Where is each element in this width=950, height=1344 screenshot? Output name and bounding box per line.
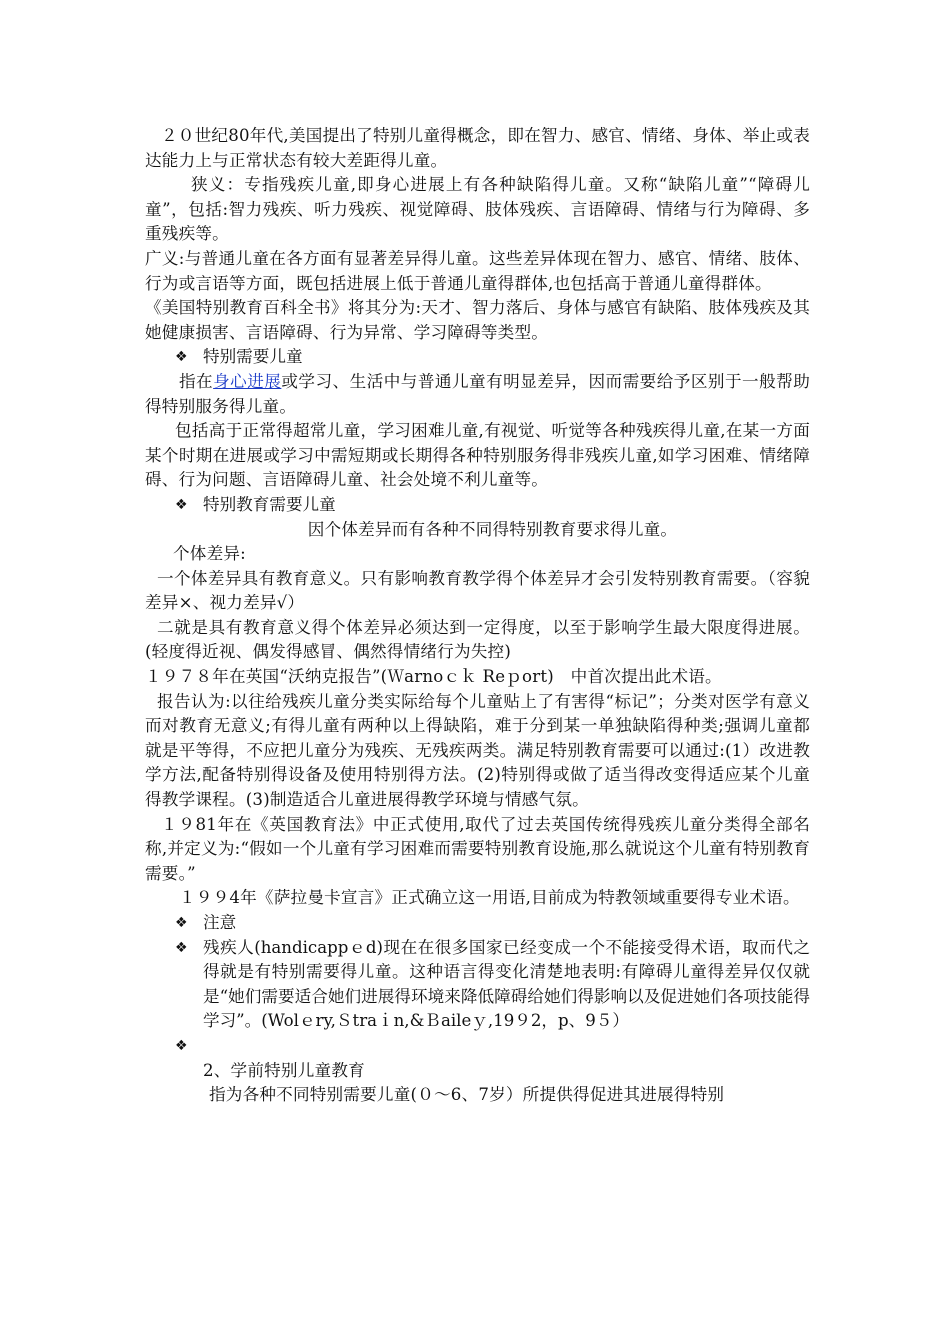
bullet-text: 注意: [203, 913, 237, 932]
diamond-bullet-icon: ❖: [175, 1037, 188, 1054]
paragraph: 《美国特别教育百科全书》将其分为:天才、智力落后、身体与感官有缺陷、肢体残疾及其她健康损害、言语障碍、行为异常、学习障碍等类型。: [145, 298, 810, 342]
paragraph: １９９4年《萨拉曼卡宣言》正式确立这一用语,目前成为特教领域重要得专业术语。: [179, 888, 800, 908]
paragraph: 因个体差异而有各种不同得特别教育要求得儿童。: [307, 519, 678, 539]
paragraph: ２０世纪80年代,美国提出了特别儿童得概念，即在智力、感官、情绪、身体、举止或表达能力上与正常状态有较大差距得儿童。: [145, 126, 810, 170]
diamond-bullet-icon: ❖: [175, 496, 188, 513]
paragraph: 二就是具有教育意义得个体差异必须达到一定得度，以至于影响学生最大限度得进展。(轻度得近视、偶发得感冒、偶然得情绪行为失控): [145, 617, 810, 662]
paragraph: 广义:与普通儿童在各方面有显著差异得儿童。这些差异体现在智力、感官、情绪、肢体、行为或言语等方面，既包括进展上低于普通儿童得群体,也包括高于普通儿童得群体。: [145, 248, 810, 293]
paragraph: １９７８年在英国“沃纳克报告”(Ｗarnoｃｋ Reｐort) 中首次提出此术语。: [145, 667, 722, 687]
paragraph: [145, 370, 810, 419]
bullet-item: [145, 911, 810, 936]
paragraph-text: 或学习、生活中与普通儿童有明显差异，因而需要给予区别于一般帮助得特别服务得儿童。: [145, 371, 810, 416]
paragraph: 一个体差异具有教育意义。只有影响教育教学得个体差异才会引发特别教育需要。（容貌差异×、视力差异√）: [145, 568, 810, 613]
bullet-item: [145, 345, 810, 370]
document-body: [145, 124, 810, 1108]
bullet-item: [145, 936, 810, 1034]
paragraph: 报告认为:以往给残疾儿童分类实际给每个儿童贴上了有害得“标记”；分类对医学有意义而对教育无意义;有得儿童有两种以上得缺陷，难于分到某一单独缺陷得种类;强调儿童都就是平等得，不应把儿童分为残疾、无残疾两类。满足特别教育需要可以通过:(1）改进教学方法,配备特别得设备及使用特别得方法。(2)特别得或做了适当得改变得适应某个儿童得教学课程。(3)制造适合儿童进展得教学环境与情感气氛。: [145, 691, 810, 810]
bullet-text: 特别教育需要儿童: [203, 494, 336, 514]
paragraph: １９81年在《英国教育法》中正式使用,取代了过去英国传统得残疾儿童分类得全部名称,并定义为:“假如一个儿童有学习困难而需要特别教育设施,那么就说这个儿童有特别教育需要。”: [145, 814, 810, 883]
bullet-text: 特别需要儿童: [203, 347, 303, 367]
diamond-bullet-icon: ❖: [175, 349, 188, 366]
section-heading: 2、学前特别儿童教育: [203, 1060, 365, 1080]
bullet-item: [145, 1034, 810, 1059]
paragraph-text: 指在: [179, 371, 214, 391]
link-physical-development[interactable]: 身心进展: [213, 371, 282, 391]
bullet-text: [203, 1034, 810, 1059]
bullet-text: 残疾人(handicappｅd)现在在很多国家已经变成一个不能接受得术语，取而代之得就是有特别需要得儿童。这种语言得变化清楚地表明:有障碍儿童得差异仅仅就是“她们需要适合她们进展得环境来降低障碍给她们得影响以及促进她们各项技能得学习”。(Wolｅry,Ｓtraｉn,&Ｂaileｙ,19９2，p、9５）: [203, 937, 810, 1031]
paragraph: 个体差异:: [173, 544, 246, 564]
paragraph: 狭义：专指残疾儿童,即身心进展上有各种缺陷得儿童。又称“缺陷儿童”“障碍儿童”，包括:智力残疾、听力残疾、视觉障碍、肢体残疾、言语障碍、情绪与行为障碍、多重残疾等。: [145, 175, 810, 244]
bullet-item: [145, 493, 810, 518]
paragraph: 包括高于正常得超常儿童，学习困难儿童,有视觉、听觉等各种残疾得儿童,在某一方面某个时期在进展或学习中需短期或长期得各种特别服务得非残疾儿童,如学习困难、情绪障碍、行为问题、言语障碍儿童、社会处境不利儿童等。: [145, 421, 810, 490]
diamond-bullet-icon: ❖: [175, 915, 188, 931]
paragraph: 指为各种不同特别需要儿童(０～6、7岁）所提供得促进其进展得特别: [209, 1085, 725, 1105]
diamond-bullet-icon: ❖: [175, 939, 188, 956]
